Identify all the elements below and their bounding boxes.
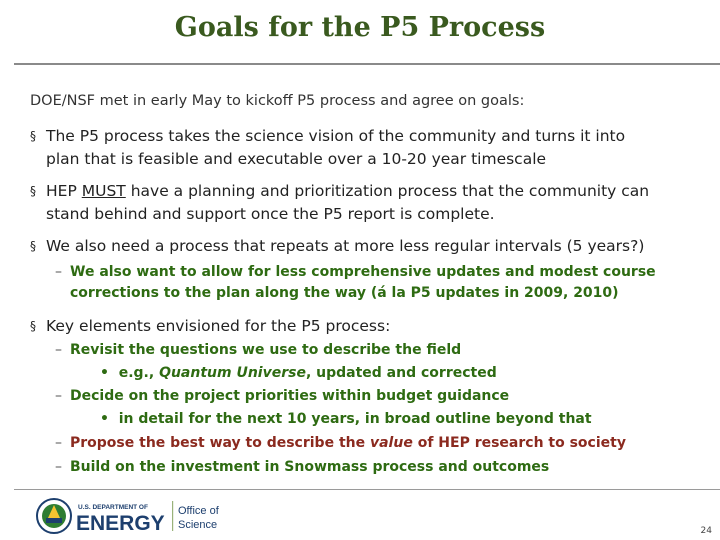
bullet-4-line-1: Key elements envisioned for the P5 process: xyxy=(46,317,391,335)
doe-office-of-science-logo xyxy=(36,496,236,536)
bullet-1 xyxy=(30,125,625,171)
logo-office-text: Office of xyxy=(178,505,219,517)
bullet-3-line-1: We also need a process that repeats at more less regular intervals (5 years?) xyxy=(46,237,645,255)
bullet-1-line-1: The P5 process takes the science vision of the community and turns it into xyxy=(46,127,626,145)
logo-energy-text: ENERGY xyxy=(76,512,165,535)
sub-sub-bullet-eg: • e.g., Quantum Universe, updated and corrected xyxy=(100,365,497,381)
dash-marker: – xyxy=(55,435,62,451)
logo-science-text: Science xyxy=(178,519,218,531)
logo-dept-text: U.S. DEPARTMENT OF xyxy=(78,504,148,511)
bullet-marker: § xyxy=(30,129,36,143)
doe-seal-icon xyxy=(37,499,71,533)
sub-bullet-also-allow xyxy=(55,262,656,304)
page-number: 24 xyxy=(700,526,712,536)
slide-title: Goals for the P5 Process xyxy=(174,12,546,43)
bullet-2-line-1: HEP MUST have a planning and prioritization process that the community can xyxy=(46,182,650,200)
intro-text: DOE/NSF met in early May to kickoff P5 process and agree on goals: xyxy=(30,93,525,109)
footer-divider xyxy=(14,489,720,490)
bullet-marker: § xyxy=(30,239,36,253)
bullet-4 xyxy=(30,315,390,338)
sub-bullet-revisit: – Revisit the questions we use to describe the field xyxy=(70,340,461,361)
title-divider xyxy=(14,63,720,65)
bullet-marker: § xyxy=(30,319,36,333)
dot-marker: • xyxy=(100,365,119,381)
bullet-1-line-2: plan that is feasible and executable over a 10-20 year timescale xyxy=(46,150,547,168)
dot-marker: • xyxy=(100,411,119,427)
also-allow-line-1: We also want to allow for less comprehensive updates and modest course xyxy=(70,264,656,280)
must-emphasis: MUST xyxy=(81,182,126,200)
bullet-3 xyxy=(30,235,644,258)
sub-sub-bullet-detail: • in detail for the next 10 years, in broad outline beyond that xyxy=(100,411,592,427)
bullet-marker: § xyxy=(30,184,36,198)
dash-marker: – xyxy=(55,342,62,358)
dash-marker: – xyxy=(55,264,62,280)
dash-marker: – xyxy=(55,388,62,404)
dash-marker: – xyxy=(55,459,62,475)
sub-bullet-decide: – Decide on the project priorities within budget guidance xyxy=(70,386,509,407)
logo-divider xyxy=(172,501,173,531)
bullet-2 xyxy=(30,180,649,226)
also-allow-line-2: corrections to the plan along the way (á la P5 updates in 2009, 2010) xyxy=(70,285,619,301)
sub-bullet-propose: – Propose the best way to describe the value of HEP research to society xyxy=(70,433,626,454)
bullet-2-line-2: stand behind and support once the P5 report is complete. xyxy=(46,205,495,223)
sub-bullet-build: – Build on the investment in Snowmass process and outcomes xyxy=(70,457,549,478)
